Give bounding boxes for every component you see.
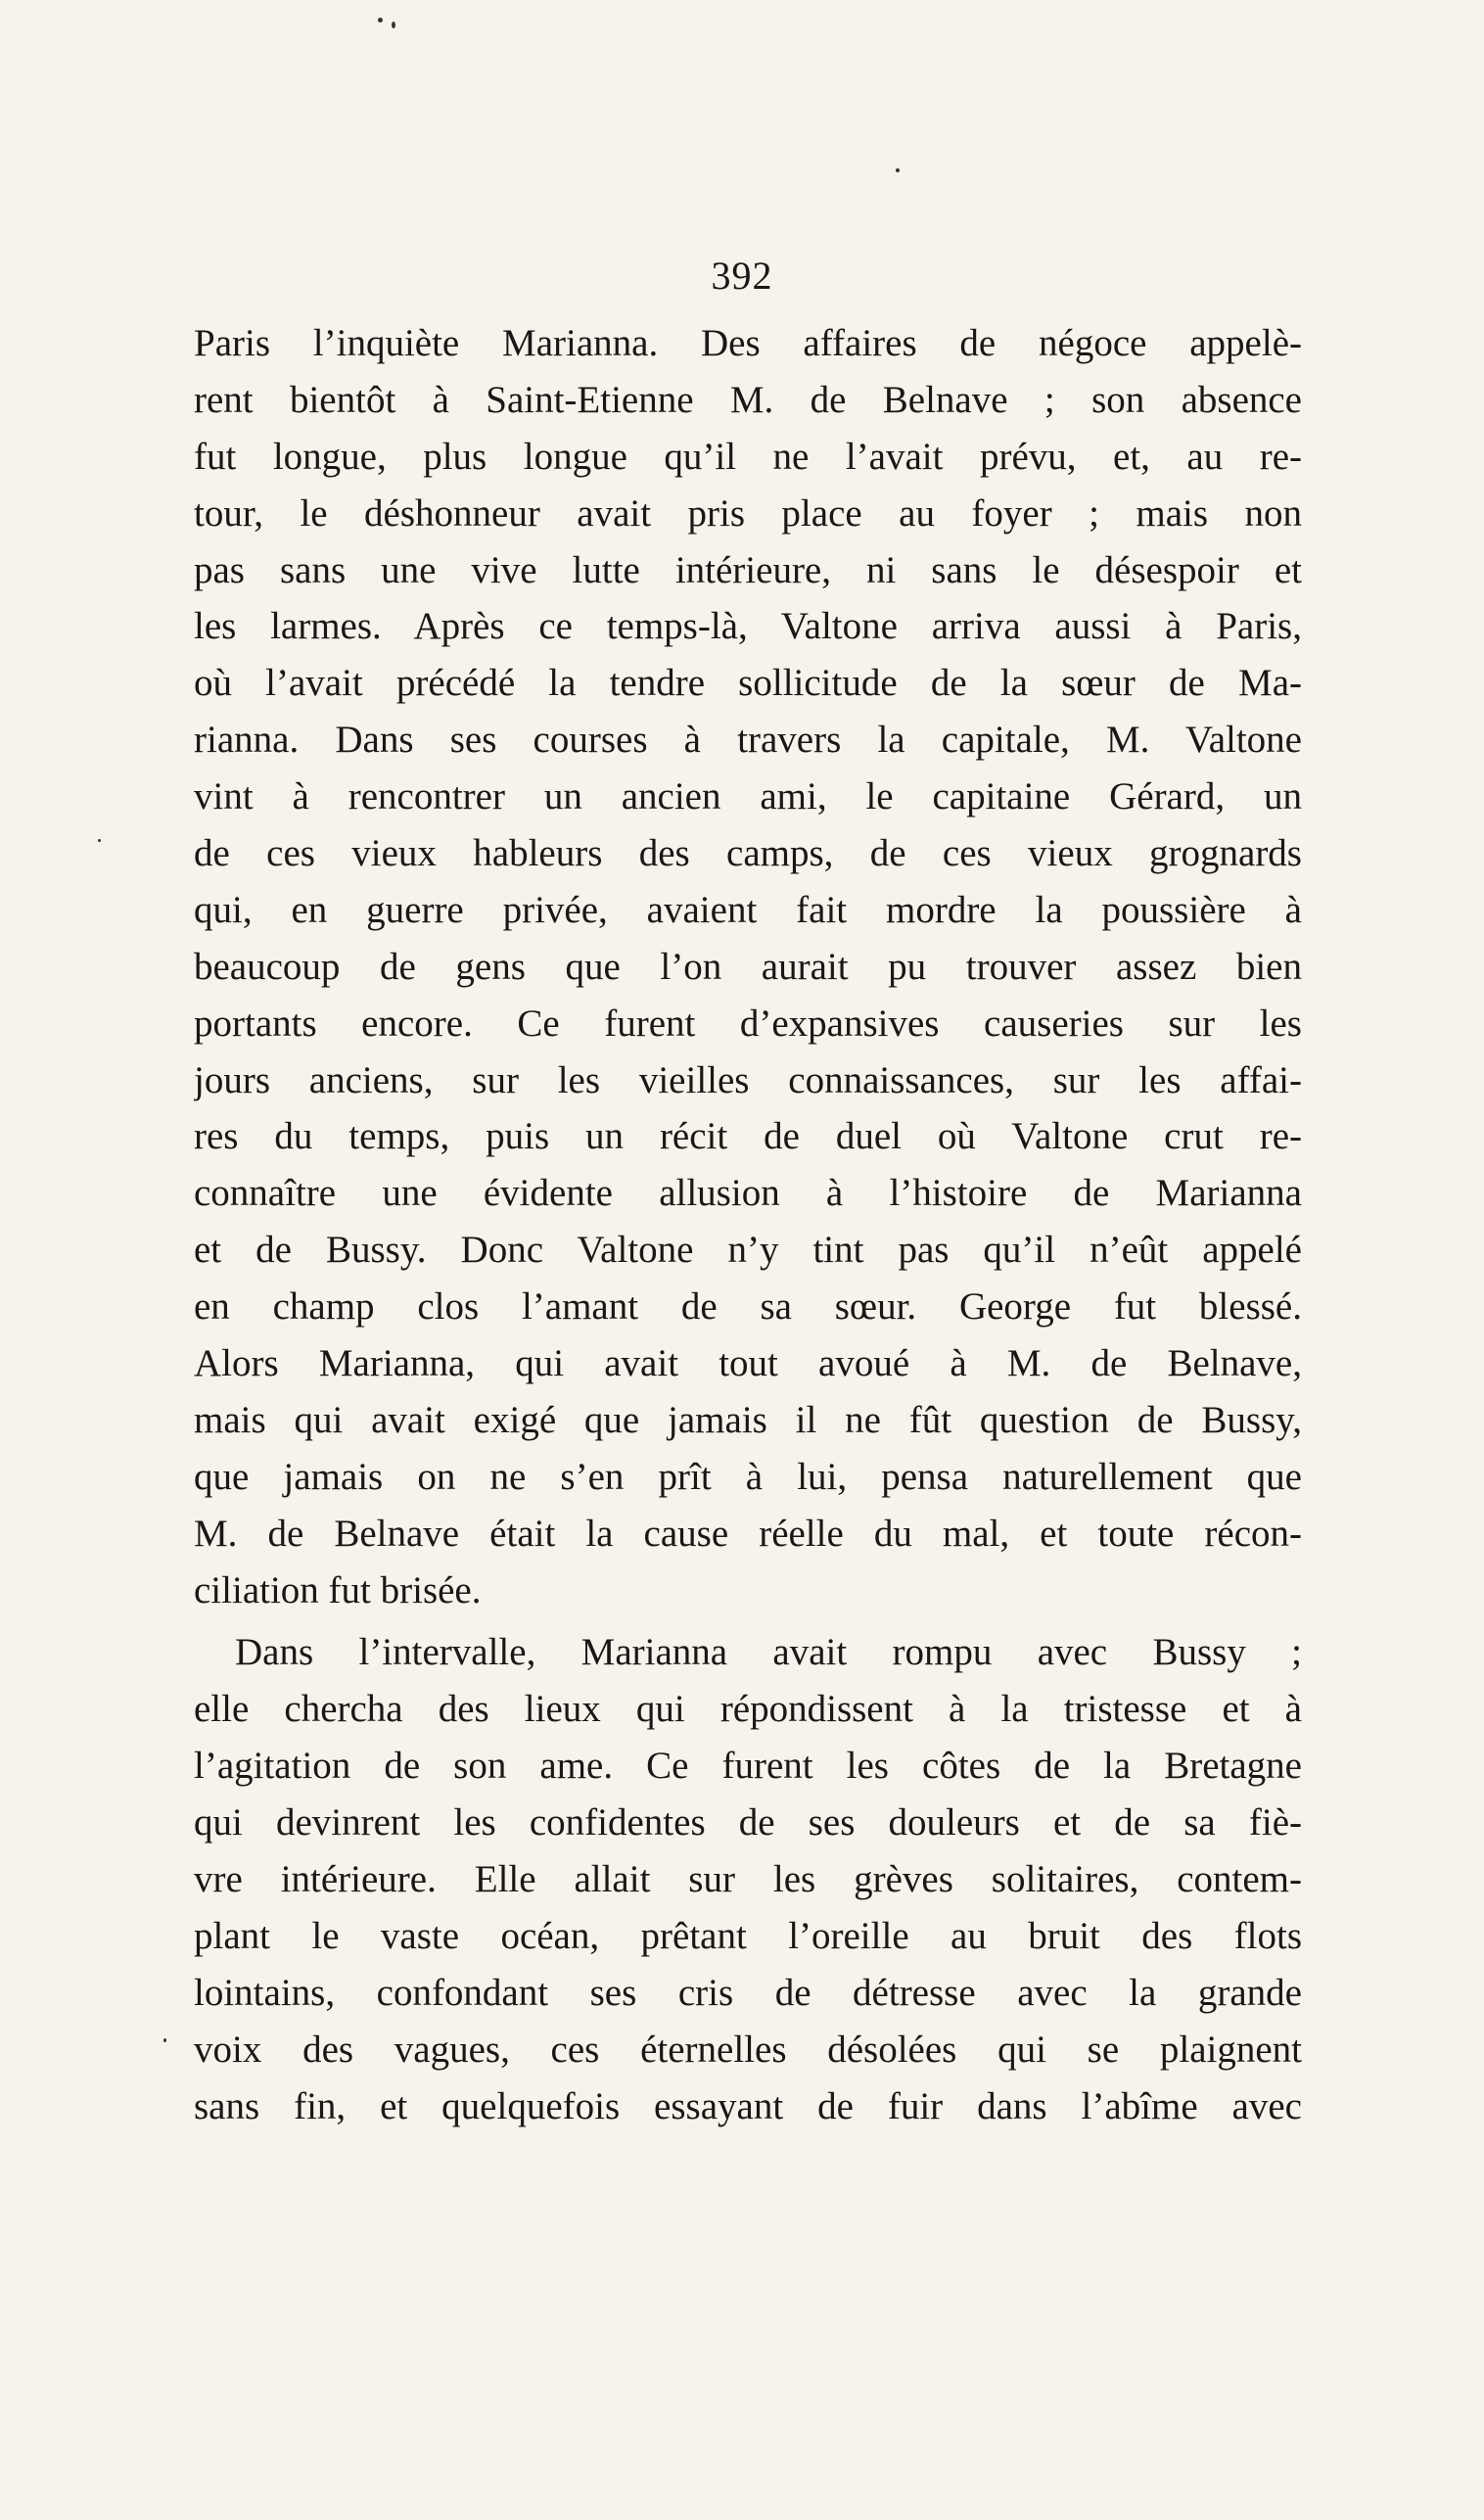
- text-line: portants encore. Ce furent d’expansives causeries sur les: [194, 1002, 1302, 1045]
- body-text: [194, 315, 1302, 2135]
- text-line: pas sans une vive lutte intérieure, ni sans le désespoir et: [194, 548, 1302, 591]
- ink-speck: [896, 168, 900, 172]
- text-line: mais qui avait exigé que jamais il ne fût question de Bussy,: [194, 1398, 1302, 1441]
- text-line: ciliation fut brisée.: [194, 1568, 482, 1611]
- text-line: Dans l’intervalle, Marianna avait rompu avec Bussy ;: [235, 1631, 1302, 1674]
- text-line: res du temps, puis un récit de duel où Valtone crut re-: [194, 1115, 1302, 1158]
- text-line: sans fin, et quelquefois essayant de fuir dans l’abîme avec: [194, 2084, 1302, 2127]
- paragraph: [194, 315, 1302, 1618]
- text-line: vre intérieure. Elle allait sur les grèves solitaires, contem-: [194, 1858, 1302, 1901]
- text-line: beaucoup de gens que l’on aurait pu trouver assez bien: [194, 945, 1302, 988]
- text-line: Paris l’inquiète Marianna. Des affaires de négoce appelè-: [194, 322, 1302, 364]
- text-line: elle chercha des lieux qui répondissent à la tristesse et à: [194, 1688, 1302, 1731]
- text-line: connaître une évidente allusion à l’histoire de Marianna: [194, 1172, 1302, 1215]
- text-line: qui devinrent les confidentes de ses douleurs et de sa fiè-: [194, 1801, 1302, 1844]
- text-line: l’agitation de son ame. Ce furent les côtes de la Bretagne: [194, 1745, 1302, 1788]
- ink-speck: [163, 2038, 166, 2042]
- ink-speck: [392, 22, 395, 28]
- text-line: rent bientôt à Saint-Etienne M. de Belnave ; son absence: [194, 378, 1302, 421]
- text-line: voix des vagues, ces éternelles désolées qui se plaignent: [194, 2028, 1302, 2071]
- ink-speck: [98, 839, 101, 842]
- text-line: jours anciens, sur les vieilles connaissances, sur les affai-: [194, 1058, 1302, 1101]
- text-line: les larmes. Après ce temps-là, Valtone arriva aussi à Paris,: [194, 605, 1302, 648]
- text-line: tour, le déshonneur avait pris place au foyer ; mais non: [194, 491, 1302, 535]
- text-line: vint à rencontrer un ancien ami, le capitaine Gérard, un: [194, 775, 1302, 818]
- page-number: 392: [711, 254, 773, 298]
- text-line: de ces vieux hableurs des camps, de ces vieux grognards: [194, 832, 1302, 875]
- text-line: fut longue, plus longue qu’il ne l’avait prévu, et, au re-: [194, 435, 1302, 478]
- text-line: où l’avait précédé la tendre sollicitude de la sœur de Ma-: [194, 662, 1302, 705]
- text-line: en champ clos l’amant de sa sœur. George fut blessé.: [194, 1285, 1302, 1329]
- text-line: que jamais on ne s’en prît à lui, pensa naturellement que: [194, 1455, 1302, 1498]
- text-line: M. de Belnave était la cause réelle du mal, et toute récon-: [194, 1512, 1302, 1555]
- ink-speck: [378, 18, 383, 23]
- text-line: plant le vaste océan, prêtant l’oreille au bruit des flots: [194, 1914, 1302, 1957]
- text-line: et de Bussy. Donc Valtone n’y tint pas qu’il n’eût appelé: [194, 1229, 1302, 1272]
- paragraph: [194, 1624, 1302, 2134]
- text-line: rianna. Dans ses courses à travers la capitale, M. Valtone: [194, 719, 1302, 762]
- text-line: lointains, confondant ses cris de détresse avec la grande: [194, 1971, 1302, 2014]
- text-line: qui, en guerre privée, avaient fait mordre la poussière à: [194, 888, 1302, 931]
- text-line: Alors Marianna, qui avait tout avoué à M. de Belnave,: [194, 1342, 1302, 1385]
